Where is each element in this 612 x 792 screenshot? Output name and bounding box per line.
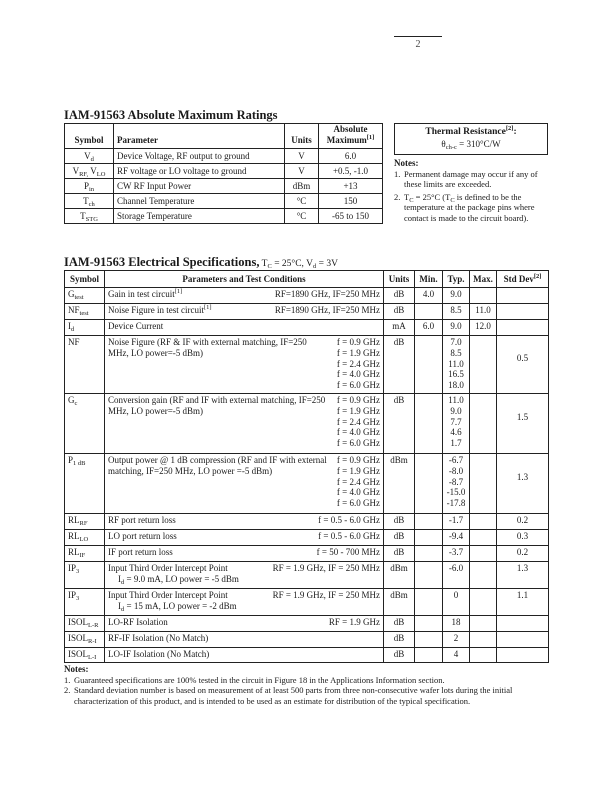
units-cell: dBm xyxy=(384,589,415,616)
typ-value: 4 xyxy=(453,649,459,659)
min-cell xyxy=(415,562,443,589)
symbol-cell: $I_d$ xyxy=(65,320,105,336)
min-cell xyxy=(415,648,443,663)
test-condition: f = 50 - 700 MHz xyxy=(316,547,380,557)
std-dev-cell: 0.2 xyxy=(497,546,549,562)
units-cell: dB xyxy=(384,546,415,562)
symbol-cell: $T_{ch}$ xyxy=(65,194,114,209)
abs-max-row xyxy=(65,209,383,224)
max-cell xyxy=(470,288,497,304)
max-cell: 12.0 xyxy=(470,320,497,336)
typ-value: -3.7 xyxy=(448,547,464,557)
page-number: 2 xyxy=(415,39,421,50)
typ-cell xyxy=(443,514,470,530)
parameter-cell: Gain in test circuit[1] RF=1890 GHz, IF=250 MHz xyxy=(105,288,384,304)
symbol-cell: $P_{in}$ xyxy=(65,179,114,194)
std-dev-cell: 0.2 xyxy=(497,514,549,530)
thermal-value: $\theta_{ch-c} = 310^\circ C/W$ xyxy=(441,139,501,151)
parameter-cell: Device Current xyxy=(105,320,384,336)
elec-header-row xyxy=(65,271,549,288)
header-symbol: Symbol xyxy=(65,124,114,149)
max-cell: 11.0 xyxy=(470,304,497,320)
parameter-cell: Output power @ 1 dB compression (RF and IF with external matching, IF=250 MHz, LO power =-5 dBm) f = 0.9 GHz f = 1.9 GHz f = 2.4 GHz f = 4.0 GHz f = 6.0 GHz xyxy=(105,454,384,514)
max-cell xyxy=(470,546,497,562)
symbol-cell: $T_{STG}$ xyxy=(65,209,114,224)
units-cell: dBm xyxy=(285,179,319,194)
parameter-cell: IF port return loss f = 50 - 700 MHz xyxy=(105,546,384,562)
typ-cell xyxy=(443,454,470,514)
typ-cell xyxy=(443,336,470,394)
elec-spec-row xyxy=(65,589,549,616)
min-cell xyxy=(415,454,443,514)
parameter-cell: Device Voltage, RF output to ground xyxy=(114,149,285,164)
min-cell xyxy=(415,530,443,546)
std-dev-cell xyxy=(497,632,549,648)
test-condition: f = 0.9 GHz xyxy=(336,455,380,465)
min-cell: 6.0 xyxy=(415,320,443,336)
value-cell: 6.0 xyxy=(319,149,383,164)
test-condition: f = 6.0 GHz xyxy=(336,380,380,391)
symbol-cell: $G_c$ xyxy=(65,394,105,454)
typ-cell xyxy=(443,616,470,632)
units-cell: °C xyxy=(285,209,319,224)
abs-max-row xyxy=(65,164,383,179)
elec-spec-row xyxy=(65,288,549,304)
typ-value: 7.0 xyxy=(450,337,462,347)
thermal-title: Thermal Resistance[2]: xyxy=(425,125,517,137)
test-condition: f = 0.9 GHz xyxy=(336,395,380,405)
test-condition: f = 1.9 GHz xyxy=(336,347,380,358)
typ-cell xyxy=(443,562,470,589)
symbol-cell: $ISOL_{R-I}$ xyxy=(65,632,105,648)
header-params: Parameters and Test Conditions xyxy=(105,271,384,288)
elec-notes-title: Notes: xyxy=(64,664,89,674)
max-cell xyxy=(470,562,497,589)
elec-spec-row xyxy=(65,514,549,530)
typ-value: -9.4 xyxy=(448,531,464,541)
test-condition: RF=1890 GHz, IF=250 MHz xyxy=(274,289,380,299)
symbol-cell: $ISOL_{L-I}$ xyxy=(65,648,105,663)
value-cell: +0.5, -1.0 xyxy=(319,164,383,179)
max-cell xyxy=(470,336,497,394)
elec-spec-row xyxy=(65,632,549,648)
units-cell: °C xyxy=(285,194,319,209)
symbol-cell: $IP_3$ xyxy=(65,589,105,616)
symbol-cell: $V_{RF,}$ $V_{LO}$ xyxy=(65,164,114,179)
symbol-cell: $IP_3$ xyxy=(65,562,105,589)
parameter-cell: Storage Temperature xyxy=(114,209,285,224)
units-cell: dB xyxy=(384,616,415,632)
typ-value: 2 xyxy=(453,633,459,643)
min-cell: 4.0 xyxy=(415,288,443,304)
parameter-cell: CW RF Input Power xyxy=(114,179,285,194)
typ-cell xyxy=(443,288,470,304)
elec-spec-row xyxy=(65,454,549,514)
elec-note-1: 1. Guaranteed specifications are 100% tested in the circuit in Figure 18 in the Applications Information section. xyxy=(64,674,445,685)
page-number-rule xyxy=(394,36,442,37)
test-condition: f = 1.9 GHz xyxy=(336,465,380,476)
typ-value: 18.0 xyxy=(448,380,464,391)
typ-value: 9.0 xyxy=(450,289,462,299)
min-cell xyxy=(415,394,443,454)
elec-spec-row xyxy=(65,648,549,663)
elec-spec-row xyxy=(65,616,549,632)
header-units: Units xyxy=(285,124,319,149)
units-cell: dB xyxy=(384,514,415,530)
units-cell: dB xyxy=(384,304,415,320)
elec-spec-row xyxy=(65,320,549,336)
min-cell xyxy=(415,304,443,320)
typ-value: -8.0 xyxy=(448,465,464,476)
symbol-cell: $RL_{LO}$ xyxy=(65,530,105,546)
std-dev-cell: 0.5 xyxy=(497,336,549,394)
std-dev-cell: 0.3 xyxy=(497,530,549,546)
abs-note-2: 2. $T_C = 25^\circ C$ ($T_C$ is defined to be the temperature at the package pins where contact is made to the circuit board). xyxy=(394,191,535,223)
parameter-cell: LO-RF Isolation RF = 1.9 GHz xyxy=(105,616,384,632)
std-dev-cell: 1.3 xyxy=(497,454,549,514)
elec-spec-row xyxy=(65,394,549,454)
parameter-cell: Conversion gain (RF and IF with external matching, IF=250 MHz, LO power=-5 dBm) f = 0.9 GHz f = 1.9 GHz f = 2.4 GHz f = 4.0 GHz f = 6.0 GHz xyxy=(105,394,384,454)
elec-spec-title: IAM-91563 Electrical Specifications, $T_C = 25^\circ C$, $V_d = 3V$ xyxy=(64,255,338,270)
std-dev-cell xyxy=(497,288,549,304)
typ-cell xyxy=(443,304,470,320)
parameter-cell: Noise Figure (RF & IF with external matching, IF=250 MHz, LO power=-5 dBm) f = 0.9 GHz f = 1.9 GHz f = 2.4 GHz f = 4.0 GHz f = 6.0 GHz xyxy=(105,336,384,394)
symbol-cell: NF xyxy=(65,336,105,394)
typ-value: 11.0 xyxy=(448,358,464,369)
typ-cell xyxy=(443,648,470,663)
typ-value: 9.0 xyxy=(450,321,462,331)
thermal-resistance-box xyxy=(394,123,548,155)
test-condition: RF = 1.9 GHz, IF = 250 MHz xyxy=(272,590,380,600)
symbol-cell: $P_{1 dB}$ xyxy=(65,454,105,514)
units-cell: dBm xyxy=(384,454,415,514)
units-cell: dB xyxy=(384,288,415,304)
std-dev-cell xyxy=(497,320,549,336)
parameter-cell: LO port return loss f = 0.5 - 6.0 GHz xyxy=(105,530,384,546)
std-dev-cell: 1.5 xyxy=(497,394,549,454)
typ-cell xyxy=(443,530,470,546)
header-parameter: Parameter xyxy=(114,124,285,149)
parameter-cell: Input Third Order Intercept Point $I_d = 15$ mA, LO power = -2 dBm RF = 1.9 GHz, IF = 250 MHz xyxy=(105,589,384,616)
header-units: Units xyxy=(384,271,415,288)
abs-max-body xyxy=(65,149,383,224)
typ-cell xyxy=(443,546,470,562)
typ-value: -17.8 xyxy=(446,498,466,509)
max-cell xyxy=(470,454,497,514)
value-cell: -65 to 150 xyxy=(319,209,383,224)
header-min: Min. xyxy=(415,271,443,288)
symbol-cell: $G_{test}$ xyxy=(65,288,105,304)
typ-value: -8.7 xyxy=(448,476,464,487)
typ-value: 4.6 xyxy=(450,427,462,438)
header-std-dev: Std Dev[2] xyxy=(497,271,549,288)
elec-spec-row xyxy=(65,530,549,546)
symbol-cell: $ISOL_{L-R}$ xyxy=(65,616,105,632)
typ-value: -1.7 xyxy=(448,515,464,525)
abs-notes-title: Notes: xyxy=(394,158,419,168)
abs-max-header-row xyxy=(65,124,383,149)
parameter-cell: Channel Temperature xyxy=(114,194,285,209)
typ-cell xyxy=(443,394,470,454)
test-condition: f = 4.0 GHz xyxy=(336,369,380,380)
min-cell xyxy=(415,589,443,616)
typ-cell xyxy=(443,632,470,648)
max-cell xyxy=(470,632,497,648)
test-condition: f = 4.0 GHz xyxy=(336,487,380,498)
typ-cell xyxy=(443,589,470,616)
parameter-cell: RF voltage or LO voltage to ground xyxy=(114,164,285,179)
abs-max-table xyxy=(64,123,383,224)
max-cell xyxy=(470,589,497,616)
units-cell: mA xyxy=(384,320,415,336)
abs-note-1: 1. Permanent damage may occur if any of these limits are exceeded. xyxy=(394,168,538,189)
typ-value: -15.0 xyxy=(446,487,466,498)
test-condition: RF=1890 GHz, IF=250 MHz xyxy=(274,305,380,315)
parameter-cell: RF port return loss f = 0.5 - 6.0 GHz xyxy=(105,514,384,530)
test-condition: f = 2.4 GHz xyxy=(336,416,380,427)
typ-value: 8.5 xyxy=(450,347,462,358)
max-cell xyxy=(470,616,497,632)
abs-max-row xyxy=(65,179,383,194)
test-condition: f = 2.4 GHz xyxy=(336,476,380,487)
header-typ: Typ. xyxy=(443,271,470,288)
min-cell xyxy=(415,514,443,530)
typ-value: 16.5 xyxy=(448,369,464,380)
typ-value: 11.0 xyxy=(448,395,464,405)
std-dev-cell xyxy=(497,616,549,632)
std-dev-cell xyxy=(497,648,549,663)
test-condition: f = 0.5 - 6.0 GHz xyxy=(318,515,380,525)
elec-spec-body xyxy=(65,288,549,663)
typ-cell xyxy=(443,320,470,336)
units-cell: dB xyxy=(384,530,415,546)
test-condition: f = 1.9 GHz xyxy=(336,405,380,416)
test-condition: f = 2.4 GHz xyxy=(336,358,380,369)
elec-spec-notes xyxy=(64,664,554,706)
typ-value: -6.0 xyxy=(448,563,464,573)
symbol-cell: $RL_{RF}$ xyxy=(65,514,105,530)
max-cell xyxy=(470,514,497,530)
max-cell xyxy=(470,394,497,454)
elec-spec-row xyxy=(65,546,549,562)
units-cell: dB xyxy=(384,336,415,394)
std-dev-cell: 1.3 xyxy=(497,562,549,589)
max-cell xyxy=(470,530,497,546)
units-cell: dBm xyxy=(384,562,415,589)
typ-value: 7.7 xyxy=(450,416,462,427)
abs-max-title: IAM-91563 Absolute Maximum Ratings xyxy=(64,108,278,122)
parameter-cell: Noise Figure in test circuit[1] RF=1890 GHz, IF=250 MHz xyxy=(105,304,384,320)
header-max: Max. xyxy=(470,271,497,288)
value-cell: 150 xyxy=(319,194,383,209)
units-cell: V xyxy=(285,149,319,164)
typ-value: -6.7 xyxy=(448,455,464,465)
abs-max-notes xyxy=(394,158,554,223)
test-condition: f = 0.5 - 6.0 GHz xyxy=(318,531,380,541)
units-cell: dB xyxy=(384,632,415,648)
abs-max-row xyxy=(65,194,383,209)
parameter-cell: Input Third Order Intercept Point $I_d = 9.0$ mA, LO power = -5 dBm RF = 1.9 GHz, IF = 250 MHz xyxy=(105,562,384,589)
test-condition: f = 4.0 GHz xyxy=(336,427,380,438)
min-cell xyxy=(415,616,443,632)
elec-spec-row xyxy=(65,304,549,320)
std-dev-cell xyxy=(497,304,549,320)
header-abs-max: Absolute Maximum[1] xyxy=(319,124,383,149)
test-condition: f = 6.0 GHz xyxy=(336,498,380,509)
min-cell xyxy=(415,632,443,648)
std-dev-cell: 1.1 xyxy=(497,589,549,616)
elec-note-2: 2. Standard deviation number is based on measurement of at least 500 parts from three non-consecutive wafer lots during the initial characterization of this product, and is intended to be used as an estimate for distribution of the typical specification. xyxy=(64,685,513,706)
parameter-cell: LO-IF Isolation (No Match) xyxy=(105,648,384,663)
max-cell xyxy=(470,648,497,663)
typ-value: 8.5 xyxy=(450,305,462,315)
min-cell xyxy=(415,546,443,562)
units-cell: dB xyxy=(384,648,415,663)
symbol-cell: $NF_{test}$ xyxy=(65,304,105,320)
units-cell: V xyxy=(285,164,319,179)
abs-max-row xyxy=(65,149,383,164)
elec-spec-row xyxy=(65,562,549,589)
symbol-cell: $V_d$ xyxy=(65,149,114,164)
typ-value: 1.7 xyxy=(450,438,462,449)
value-cell: +13 xyxy=(319,179,383,194)
test-condition: RF = 1.9 GHz, IF = 250 MHz xyxy=(272,563,380,573)
units-cell: dB xyxy=(384,394,415,454)
min-cell xyxy=(415,336,443,394)
elec-spec-table xyxy=(64,270,549,663)
test-condition: RF = 1.9 GHz xyxy=(328,617,380,627)
elec-spec-row xyxy=(65,336,549,394)
header-symbol: Symbol xyxy=(65,271,105,288)
test-condition: f = 0.9 GHz xyxy=(336,337,380,347)
typ-value: 0 xyxy=(453,590,459,600)
parameter-cell: RF-IF Isolation (No Match) xyxy=(105,632,384,648)
typ-value: 9.0 xyxy=(450,405,462,416)
typ-value: 18 xyxy=(451,617,461,627)
test-condition: f = 6.0 GHz xyxy=(336,438,380,449)
symbol-cell: $RL_{IF}$ xyxy=(65,546,105,562)
